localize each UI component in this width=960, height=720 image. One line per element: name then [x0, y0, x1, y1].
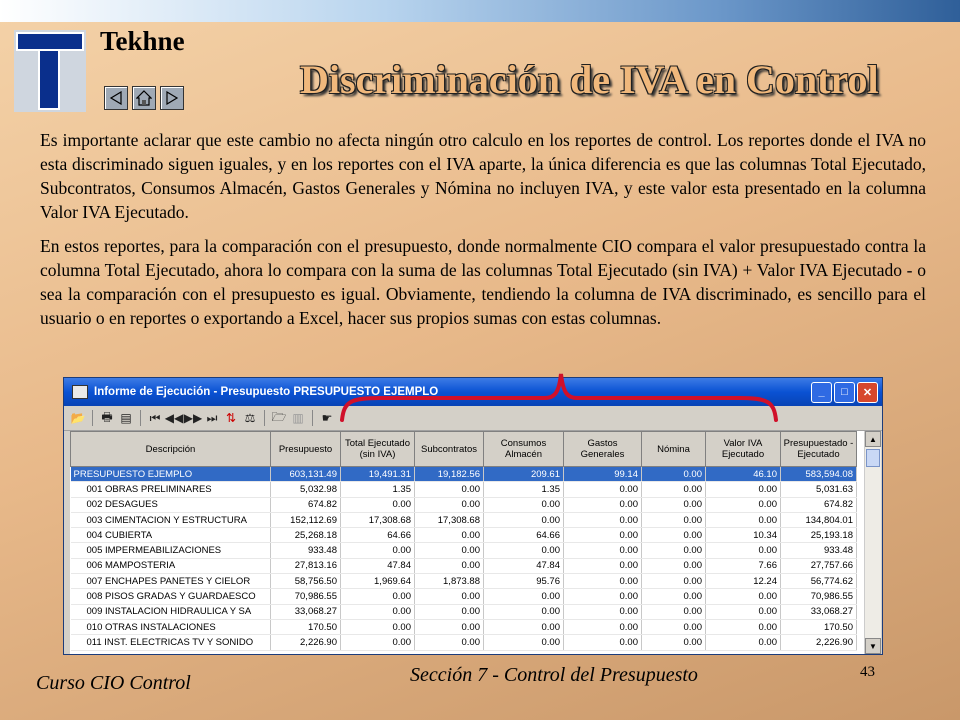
table-row[interactable]: [71, 467, 857, 482]
chart-icon[interactable]: ▥: [292, 411, 304, 425]
cell-value: 134,804.01: [781, 512, 857, 527]
home-icon[interactable]: [132, 86, 156, 110]
cell-value: 0.00: [564, 619, 642, 634]
cell-value: 0.00: [341, 619, 415, 634]
cell-value: 674.82: [271, 497, 341, 512]
cell-value: 0.00: [415, 619, 484, 634]
cell-value: 933.48: [781, 543, 857, 558]
cell-value: 70,986.55: [271, 589, 341, 604]
first-record-icon[interactable]: ⏮: [149, 410, 161, 425]
cell-value: 17,308.68: [341, 512, 415, 527]
cell-value: 0.00: [564, 604, 642, 619]
tekhne-logo: [14, 30, 86, 112]
column-header[interactable]: Valor IVA Ejecutado: [706, 432, 781, 467]
cell-value: 58,756.50: [271, 574, 341, 589]
cell-value: 583,594.08: [781, 467, 857, 482]
top-gradient-bar: [0, 0, 960, 22]
row-description: 009 INSTALACION HIDRAULICA Y SA: [71, 604, 271, 619]
cell-value: 47.84: [341, 558, 415, 573]
next-icon[interactable]: [160, 86, 184, 110]
last-record-icon[interactable]: ⏭: [206, 410, 218, 425]
table-row[interactable]: [71, 512, 857, 527]
column-header[interactable]: Total Ejecutado (sin IVA): [341, 432, 415, 467]
cell-value: 603,131.49: [271, 467, 341, 482]
cell-value: 1,873.88: [415, 574, 484, 589]
table-row[interactable]: [71, 574, 857, 589]
cell-value: 7.66: [706, 558, 781, 573]
cell-value: 0.00: [642, 512, 706, 527]
cell-value: 17,308.68: [415, 512, 484, 527]
cell-value: 0.00: [642, 558, 706, 573]
column-header[interactable]: Nómina: [642, 432, 706, 467]
cell-value: 0.00: [415, 604, 484, 619]
cell-value: 0.00: [642, 589, 706, 604]
course-name: Curso CIO Control: [36, 672, 191, 694]
scroll-up-icon[interactable]: ▲: [865, 431, 881, 447]
cell-value: 25,193.18: [781, 528, 857, 543]
cell-value: 0.00: [484, 512, 564, 527]
cell-value: 0.00: [564, 635, 642, 650]
cell-value: 5,031.63: [781, 482, 857, 497]
scroll-down-icon[interactable]: ▼: [865, 638, 881, 654]
row-description: 007 ENCHAPES PANETES Y CIELOR: [71, 574, 271, 589]
table-row[interactable]: [71, 604, 857, 619]
table-row[interactable]: [71, 528, 857, 543]
row-description: 004 CUBIERTA: [71, 528, 271, 543]
cell-value: 47.84: [484, 558, 564, 573]
cell-value: 25,268.18: [271, 528, 341, 543]
cell-value: 0.00: [564, 482, 642, 497]
cell-value: 170.50: [781, 619, 857, 634]
preview-icon[interactable]: ▤: [120, 411, 132, 425]
cell-value: 0.00: [341, 497, 415, 512]
previous-record-icon[interactable]: ◀◀: [164, 411, 184, 425]
cell-value: 0.00: [642, 497, 706, 512]
report-table: [70, 431, 857, 651]
red-brace-annotation: [340, 372, 780, 422]
row-description: 005 IMPERMEABILIZACIONES: [71, 543, 271, 558]
cell-value: 64.66: [341, 528, 415, 543]
cell-value: 2,226.90: [781, 635, 857, 650]
row-description: 002 DESAGUES: [71, 497, 271, 512]
cell-value: 99.14: [564, 467, 642, 482]
cell-value: 10.34: [706, 528, 781, 543]
print-icon[interactable]: 🖶: [101, 409, 113, 424]
cell-value: 0.00: [706, 497, 781, 512]
table-row[interactable]: [71, 589, 857, 604]
page-number: 43: [860, 664, 875, 680]
cell-value: 0.00: [484, 604, 564, 619]
cell-value: 0.00: [642, 528, 706, 543]
next-record-icon[interactable]: ▶▶: [183, 411, 203, 425]
column-header[interactable]: Consumos Almacén: [484, 432, 564, 467]
table-row[interactable]: [71, 635, 857, 650]
table-row[interactable]: [71, 497, 857, 512]
cell-value: 0.00: [415, 558, 484, 573]
cell-value: 0.00: [706, 635, 781, 650]
previous-icon[interactable]: [104, 86, 128, 110]
cell-value: 0.00: [642, 543, 706, 558]
row-description: 010 OTRAS INSTALACIONES: [71, 619, 271, 634]
cell-value: 0.00: [706, 482, 781, 497]
section-name: Sección 7 - Control del Presupuesto: [410, 664, 698, 686]
row-description: PRESUPUESTO EJEMPLO: [71, 467, 271, 482]
cell-value: 0.00: [341, 635, 415, 650]
cell-value: 0.00: [564, 558, 642, 573]
column-header[interactable]: Presupuesto: [271, 432, 341, 467]
cell-value: 12.24: [706, 574, 781, 589]
cell-value: 0.00: [484, 543, 564, 558]
cell-value: 152,112.69: [271, 512, 341, 527]
row-description: 001 OBRAS PRELIMINARES: [71, 482, 271, 497]
vertical-scrollbar[interactable]: [864, 431, 881, 654]
cell-value: 5,032.98: [271, 482, 341, 497]
cell-value: 674.82: [781, 497, 857, 512]
cell-value: 0.00: [484, 589, 564, 604]
cell-value: 0.00: [564, 589, 642, 604]
maximize-icon[interactable]: □: [834, 382, 855, 403]
table-row[interactable]: [71, 619, 857, 634]
cell-value: 27,757.66: [781, 558, 857, 573]
row-description: 011 INST. ELECTRICAS TV Y SONIDO: [71, 635, 271, 650]
cell-value: 0.00: [484, 497, 564, 512]
cell-value: 1.35: [484, 482, 564, 497]
cell-value: 0.00: [564, 497, 642, 512]
cell-value: 0.00: [642, 604, 706, 619]
window-icon: [72, 385, 88, 399]
cell-value: 0.00: [642, 482, 706, 497]
paragraph-1: Es importante aclarar que este cambio no afecta ningún otro calculo en los reportes de control. Los reportes donde el IVA no esta discriminado siguen iguales, y en los reportes con el IVA aparte, la única diferencia es que las columnas Total Ejecutado, Subcontratos, Consumos Almacén, Gastos Generales y Nómina no incluyen IVA, y este valor esta presentado en la columna Valor IVA Ejecutado.: [40, 130, 926, 222]
paragraph-2: En estos reportes, para la comparación con el presupuesto, donde normalmente CIO compara el valor presupuestado contra la columna Total Ejecutado, ahora lo compara con la suma de las columnas Total Ejecutado (sin IVA) + Valor IVA Ejecutado - o sea la comparación con el presupuesto es igual. Obviamente, tendiendo la columna de IVA discriminado, es sencillo para el usuario o en reportes o exportando a Excel, hacer sus propios sumas con estas columnas.: [40, 236, 926, 328]
cell-value: 0.00: [484, 635, 564, 650]
cell-value: 95.76: [484, 574, 564, 589]
brand-name: Tekhne: [100, 26, 185, 56]
cell-value: 170.50: [271, 619, 341, 634]
cell-value: 0.00: [484, 619, 564, 634]
slide-title: Discriminación de IVA en Control: [300, 57, 879, 102]
scroll-thumb[interactable]: [866, 449, 880, 467]
sort-icon[interactable]: ⇅: [225, 411, 237, 425]
cell-value: 0.00: [642, 619, 706, 634]
cell-value: 933.48: [271, 543, 341, 558]
column-header[interactable]: Gastos Generales: [564, 432, 642, 467]
minimize-icon[interactable]: _: [811, 382, 832, 403]
row-description: 006 MAMPOSTERIA: [71, 558, 271, 573]
cell-value: 2,226.90: [271, 635, 341, 650]
cell-value: 19,182.56: [415, 467, 484, 482]
cell-value: 64.66: [484, 528, 564, 543]
cell-value: 0.00: [706, 512, 781, 527]
column-header[interactable]: Subcontratos: [415, 432, 484, 467]
open-icon[interactable]: 📂: [70, 411, 86, 425]
cell-value: 0.00: [341, 604, 415, 619]
report-grid[interactable]: [70, 431, 864, 654]
cell-value: 209.61: [484, 467, 564, 482]
export-icon[interactable]: 🗁: [271, 409, 287, 424]
cell-value: 0.00: [706, 619, 781, 634]
cell-value: 0.00: [642, 467, 706, 482]
cell-value: 0.00: [415, 497, 484, 512]
row-description: 003 CIMENTACION Y ESTRUCTURA: [71, 512, 271, 527]
column-header[interactable]: Descripción: [71, 432, 271, 467]
cell-value: 19,491.31: [341, 467, 415, 482]
cell-value: 46.10: [706, 467, 781, 482]
table-row[interactable]: [71, 558, 857, 573]
cell-value: 0.00: [415, 589, 484, 604]
cell-value: 0.00: [706, 589, 781, 604]
cell-value: 1.35: [341, 482, 415, 497]
nav-buttons: [104, 86, 184, 110]
cell-value: 0.00: [415, 543, 484, 558]
cell-value: 0.00: [706, 543, 781, 558]
cell-value: 56,774.62: [781, 574, 857, 589]
cell-value: 0.00: [706, 604, 781, 619]
cell-value: 1,969.64: [341, 574, 415, 589]
cell-value: 0.00: [415, 635, 484, 650]
table-row[interactable]: [71, 482, 857, 497]
cell-value: 70,986.55: [781, 589, 857, 604]
filter-icon[interactable]: ⚖: [244, 411, 256, 425]
cell-value: 0.00: [564, 574, 642, 589]
close-icon[interactable]: ✕: [857, 382, 878, 403]
table-row[interactable]: [71, 543, 857, 558]
column-header[interactable]: Presupuestado -Ejecutado: [781, 432, 857, 467]
cell-value: 0.00: [415, 528, 484, 543]
window-title: Informe de Ejecución - Presupuesto PRESUPUESTO EJEMPLO: [94, 386, 439, 398]
options-icon[interactable]: ☛: [321, 411, 333, 425]
body-text: [40, 128, 926, 340]
cell-value: 33,068.27: [781, 604, 857, 619]
cell-value: 0.00: [341, 543, 415, 558]
cell-value: 0.00: [642, 635, 706, 650]
cell-value: 0.00: [564, 543, 642, 558]
row-description: 008 PISOS GRADAS Y GUARDAESCO: [71, 589, 271, 604]
cell-value: 0.00: [564, 528, 642, 543]
cell-value: 0.00: [415, 482, 484, 497]
cell-value: 0.00: [341, 589, 415, 604]
cell-value: 27,813.16: [271, 558, 341, 573]
cell-value: 33,068.27: [271, 604, 341, 619]
cell-value: 0.00: [642, 574, 706, 589]
cell-value: 0.00: [564, 512, 642, 527]
